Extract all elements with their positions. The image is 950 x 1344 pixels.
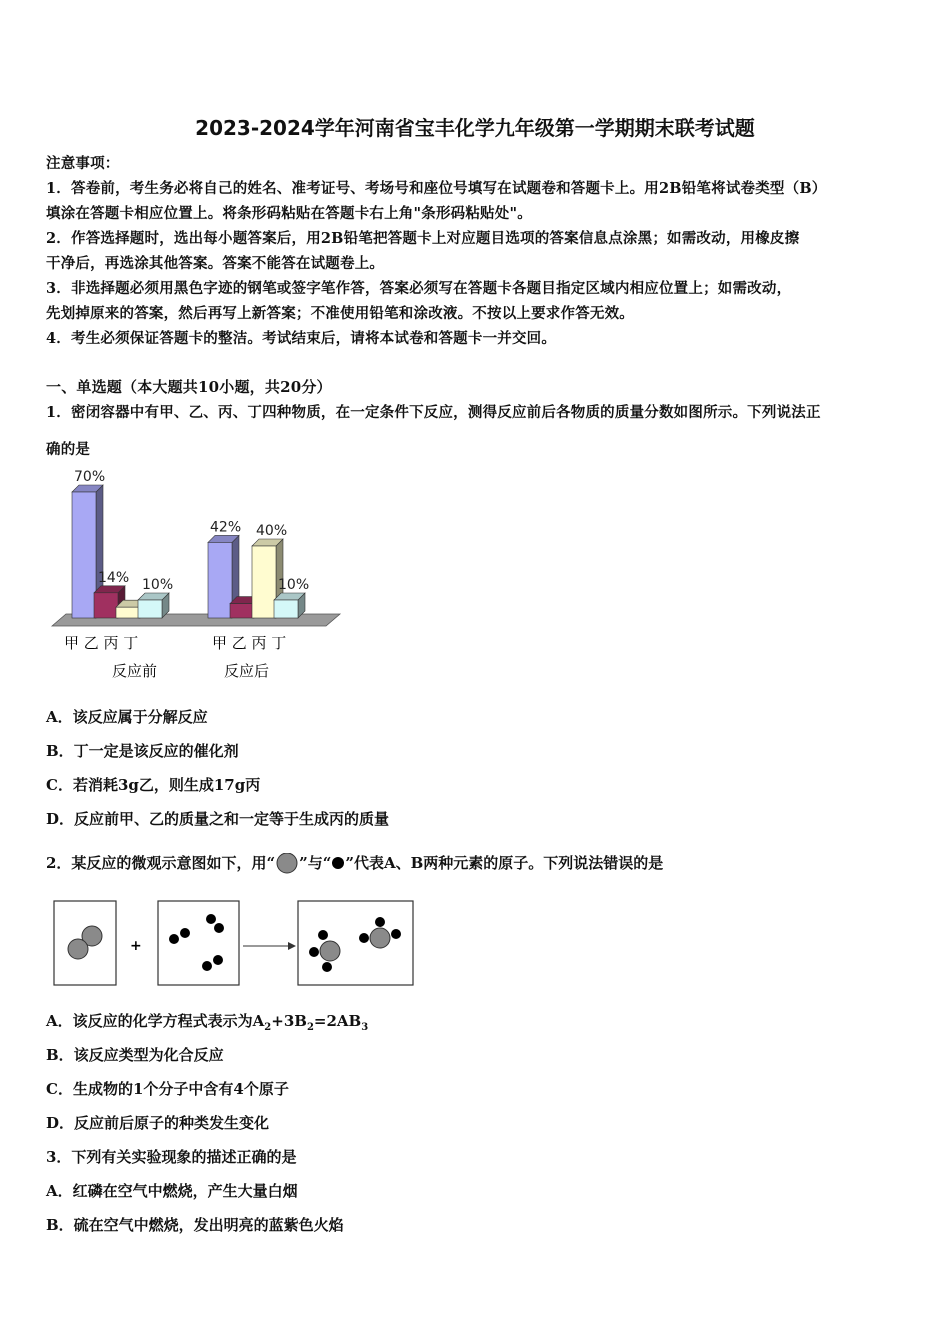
plus-sign: +: [130, 938, 142, 954]
bar-反应前-丁: [138, 593, 169, 618]
q2-option-a: [46, 1010, 368, 1033]
q1-option-a: A．该反应属于分解反应: [46, 708, 208, 726]
q2-stem-prefix: 2．某反应的微观示意图如下，用“: [46, 854, 276, 872]
q2-option-b: B．该反应类型为化合反应: [46, 1046, 224, 1064]
data-label-反应后-甲: 42%: [210, 519, 242, 536]
b2-molecules: [169, 914, 224, 971]
data-label-反应前-丁: 10%: [142, 577, 174, 593]
question-1-stem-cont: 确的是: [46, 441, 91, 458]
category-labels-before: 甲 乙 丙 丁: [64, 634, 139, 652]
product-box: [298, 901, 413, 985]
chart-bars: [72, 485, 305, 618]
atom-a-icon: [275, 853, 299, 875]
reaction-micro-diagram: [48, 896, 428, 992]
q2-a-mid1: +3B: [271, 1012, 307, 1030]
question-1-stem: 1．密闭容器中有甲、乙、丙、丁四种物质，在一定条件下反应，测得反应前后各物质的质量分数如图所示。下列说法正: [46, 404, 821, 421]
q3-option-b: B．硫在空气中燃烧，发出明亮的蓝紫色火焰: [46, 1216, 344, 1234]
arrow-head-icon: [288, 942, 296, 950]
q2-stem-mid: ”与“: [299, 854, 332, 872]
group-label-after: 反应后: [224, 662, 270, 680]
section-heading: 一、单选题（本大题共10小题，共20分）: [46, 378, 332, 396]
group-label-before: 反应前: [112, 662, 158, 680]
q1-option-d: D．反应前甲、乙的质量之和一定等于生成丙的质量: [46, 810, 390, 828]
notice-line: 1．答卷前，考生务必将自己的姓名、准考证号、考场号和座位号填写在试题卷和答题卡上。用2B铅笔将试卷类型（B）: [46, 180, 827, 197]
atom-b-icon: [331, 856, 345, 872]
question-3-stem: 3．下列有关实验现象的描述正确的是: [46, 1148, 297, 1166]
data-label-反应后-丙: 40%: [256, 523, 288, 539]
bar-反应后-丁: [274, 593, 305, 618]
q2-a-sub2: 2: [306, 1022, 314, 1033]
a2-molecule: [68, 926, 102, 959]
data-label-反应前-甲: 70%: [74, 469, 106, 485]
notice-line: 2．作答选择题时，选出每小题答案后，用2B铅笔把答题卡上对应题目选项的答案信息点涂黑；如需改动，用橡皮擦: [46, 230, 800, 247]
q2-a-pre: A．该反应的化学方程式表示为A: [46, 1012, 265, 1030]
data-label-反应前-乙: 14%: [98, 569, 130, 586]
notice-line: 干净后，再选涂其他答案。答案不能答在试题卷上。: [46, 255, 385, 272]
question-2-stem: [46, 852, 663, 875]
q2-a-sub1: 2: [264, 1022, 272, 1033]
notice-heading: 注意事项：: [46, 155, 120, 172]
page-title: 2023-2024学年河南省宝丰化学九年级第一学期期末联考试题: [195, 116, 755, 140]
notice-line: 3．非选择题必须用黑色字迹的钢笔或签字笔作答，答案必须写在答题卡各题目指定区域内相应位置上；如需改动，: [46, 280, 792, 297]
q2-option-c: C．生成物的1个分子中含有4个原子: [46, 1080, 289, 1098]
q2-stem-suffix: ”代表A、B两种元素的原子。下列说法错误的是: [345, 854, 664, 872]
ab3-molecule-2: [359, 917, 401, 948]
q2-a-sub3: 3: [361, 1022, 369, 1033]
notice-line: 4．考生必须保证答题卡的整洁。考试结束后，请将本试卷和答题卡一并交回。: [46, 330, 557, 347]
q3-option-a: A．红磷在空气中燃烧，产生大量白烟: [46, 1182, 298, 1200]
notice-line: 先划掉原来的答案，然后再写上新答案；不准使用铅笔和涂改液。不按以上要求作答无效。: [46, 305, 634, 322]
reactant-box-b2: [158, 901, 239, 985]
ab3-molecule-1: [309, 930, 340, 972]
q1-option-c: C．若消耗3g乙，则生成17g丙: [46, 776, 261, 794]
q1-bar-chart: [44, 466, 354, 686]
q2-a-mid2: =2AB: [313, 1012, 362, 1030]
data-label-反应后-丁: 10%: [278, 577, 310, 593]
q2-option-d: D．反应前后原子的种类发生变化: [46, 1114, 270, 1132]
q1-option-b: B．丁一定是该反应的催化剂: [46, 742, 239, 760]
category-labels-after: 甲 乙 丙 丁: [212, 634, 287, 652]
notice-line: 填涂在答题卡相应位置上。将条形码粘贴在答题卡右上角"条形码粘贴处"。: [46, 205, 532, 222]
